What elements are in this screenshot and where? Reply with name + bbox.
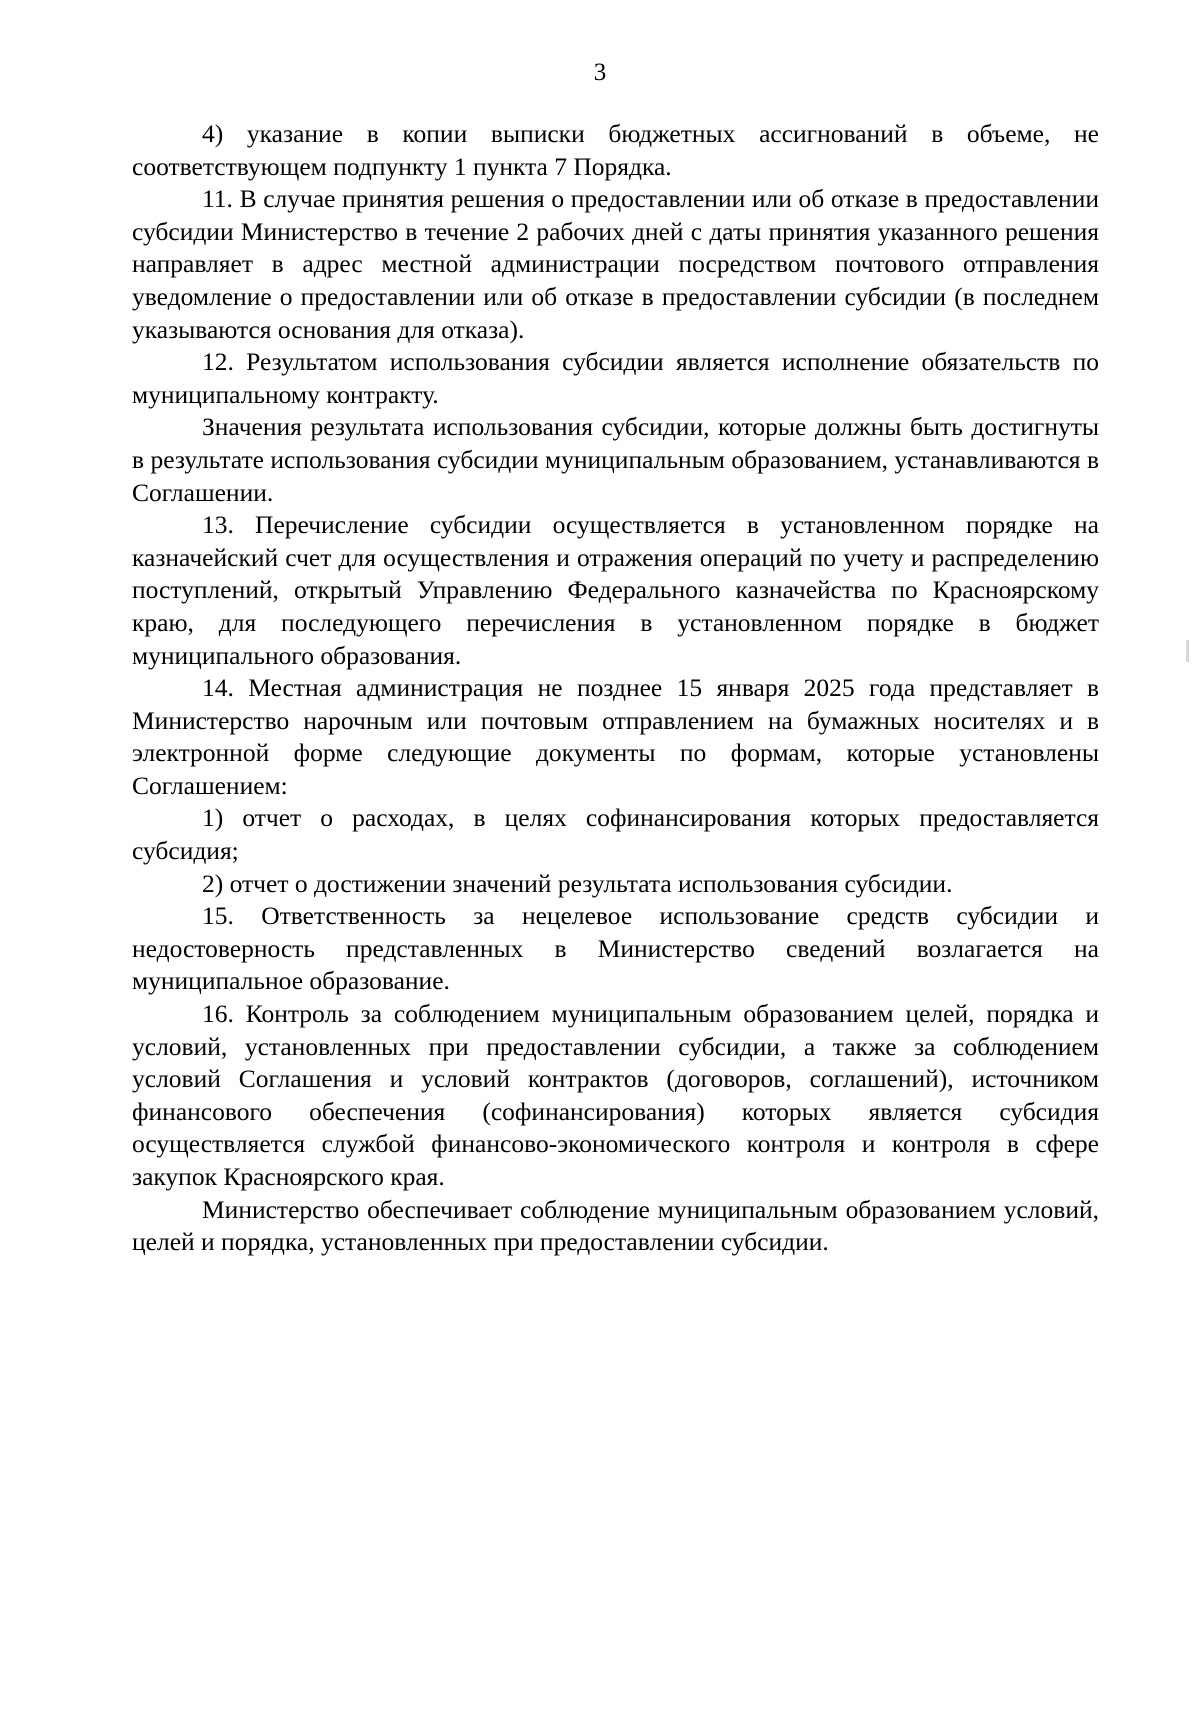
paragraph-15: 15. Ответственность за нецелевое использование средств субсидии и недостоверность представленных в Министерство сведений возлагается на муниципальное образование.: [132, 901, 1099, 996]
paragraph-12-values: Значения результата использования субсидии, которые должны быть достигнуты в результате использования субсидии муниципальным образованием, устанавливаются в Соглашении.: [132, 412, 1099, 507]
paragraph-12: 12. Результатом использования субсидии является исполнение обязательств по муниципальному контракту.: [132, 347, 1099, 409]
paragraph-16: 16. Контроль за соблюдением муниципальным образованием целей, порядка и условий, установленных при предоставлении субсидии, а также за соблюдением условий Соглашения и условий контрактов (договоров, соглашений), источником финансового обеспечения (софинансирования) которых является субсидия осуществляется службой финансово-экономического контроля и контроля в сфере закупок Красноярского края.: [132, 999, 1099, 1191]
paragraph-14-item-1: 1) отчет о расходах, в целях софинансирования которых предоставляется субсидия;: [132, 803, 1099, 866]
paragraph-11: 11. В случае принятия решения о предоставлении или об отказе в предоставлении субсидии Министерство в течение 2 рабочих дней с даты принятия указанного решения направляет в адрес местной администрации посредством почтового отправления уведомление о предоставлении или об отказе в предоставлении субсидии (в последнем указываются основания для отказа).: [132, 184, 1099, 344]
paragraph-14: 14. Местная администрация не позднее 15 января 2025 года представляет в Министерство нарочным или почтовым отправлением на бумажных носителях и в электронной форме следующие документы по формам, которые установлены Соглашением:: [132, 673, 1099, 800]
paragraph-item-4: 4) указание в копии выписки бюджетных ассигнований в объеме, не соответствующем подпункту 1 пункта 7 Порядка.: [132, 119, 1099, 181]
paragraph-16-ministry: Министерство обеспечивает соблюдение муниципальным образованием условий, целей и порядка, установленных при предоставлении субсидии.: [132, 1194, 1099, 1257]
page-number: 3: [593, 59, 607, 86]
scan-artifact: [1186, 640, 1189, 662]
paragraph-13: 13. Перечисление субсидии осуществляется в установленном порядке на казначейский счет для осуществления и отражения операций по учету и распределению поступлений, открытый Управлению Федерального казначейства по Красноярскому краю, для последующего перечисления в установленном порядке в бюджет муниципального образования.: [132, 510, 1099, 670]
paragraph-14-item-2: 2) отчет о достижении значений результата использования субсидии.: [202, 868, 953, 898]
document-body: [132, 118, 1099, 1259]
